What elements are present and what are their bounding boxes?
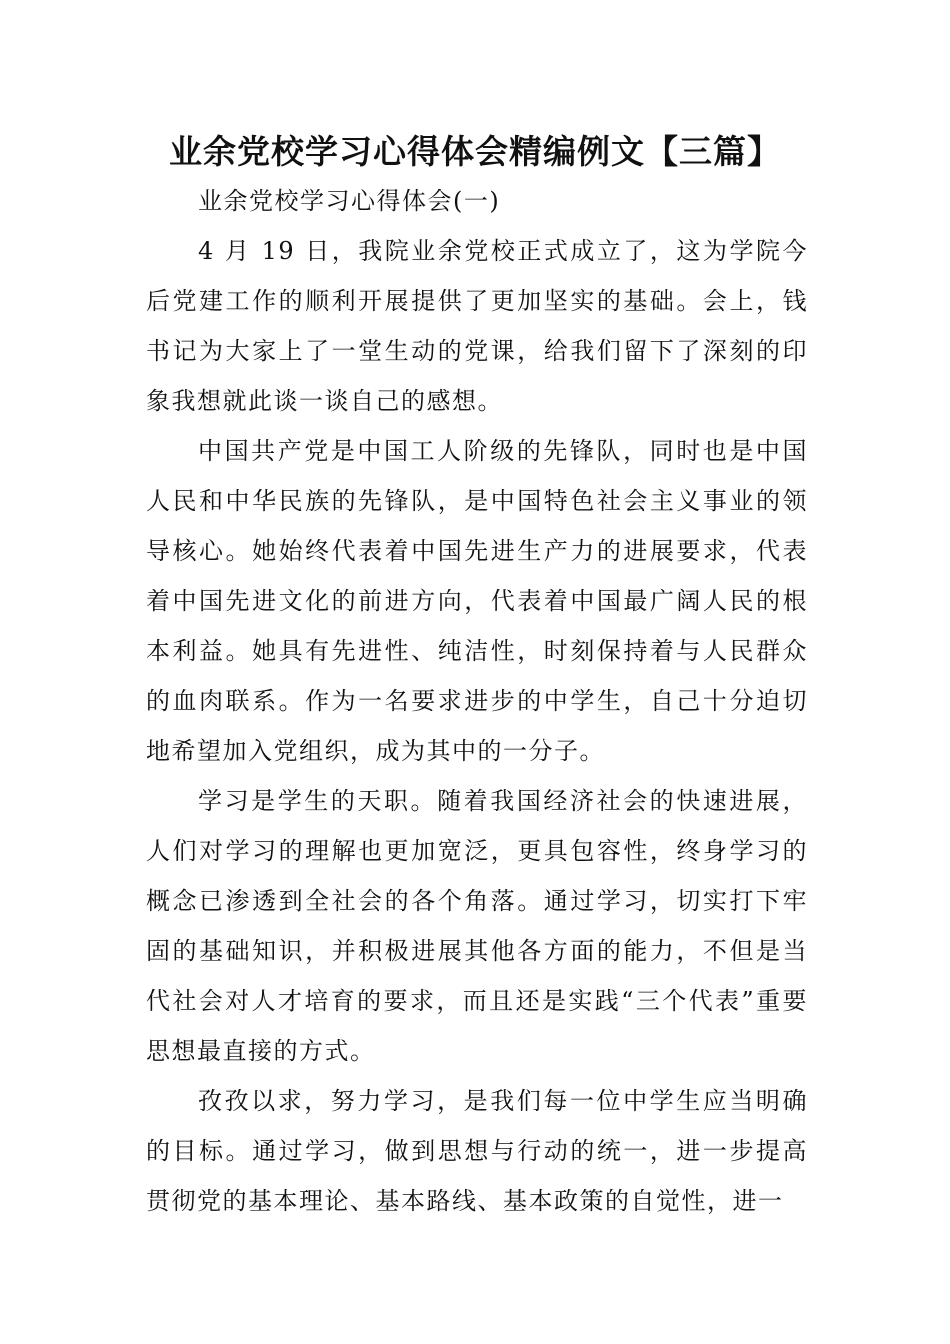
paragraph-1: 4 月 19 日，我院业余党校正式成立了，这为学院今后党建工作的顺利开展提供了更加坚实的基础。会上，钱书记为大家上了一堂生动的党课，给我们留下了深刻的印象我想就此谈一谈自己的感想。	[146, 237, 808, 415]
paragraph-3: 学习是学生的天职。随着我国经济社会的快速进展，人们对学习的理解也更加宽泛，更具包容性，终身学习的概念已渗透到全社会的各个角落。通过学习，切实打下牢固的基础知识，并积极进展其他各方面的能力，不但是当代社会对人才培育的要求，而且还是实践“三个代表”重要思想最直接的方式。	[146, 787, 808, 1065]
document-title: 业余党校学习心得体会精编例文【三篇】	[169, 132, 781, 171]
document-body	[146, 176, 808, 1226]
paragraph-4: 孜孜以求，努力学习，是我们每一位中学生应当明确的目标。通过学习，做到思想与行动的统一，进一步提高贯彻党的基本理论、基本路线、基本政策的自觉性，进一	[146, 1087, 808, 1215]
paragraph-2: 中国共产党是中国工人阶级的先锋队，同时也是中国人民和中华民族的先锋队，是中国特色社会主义事业的领导核心。她始终代表着中国先进生产力的进展要求，代表着中国先进文化的前进方向，代表着中国最广阔人民的根本利益。她具有先进性、纯洁性，时刻保持着与人民群众的血肉联系。作为一名要求进步的中学生，自己十分迫切地希望加入党组织，成为其中的一分子。	[146, 437, 808, 765]
section-subtitle: 业余党校学习心得体会(一)	[198, 187, 501, 215]
